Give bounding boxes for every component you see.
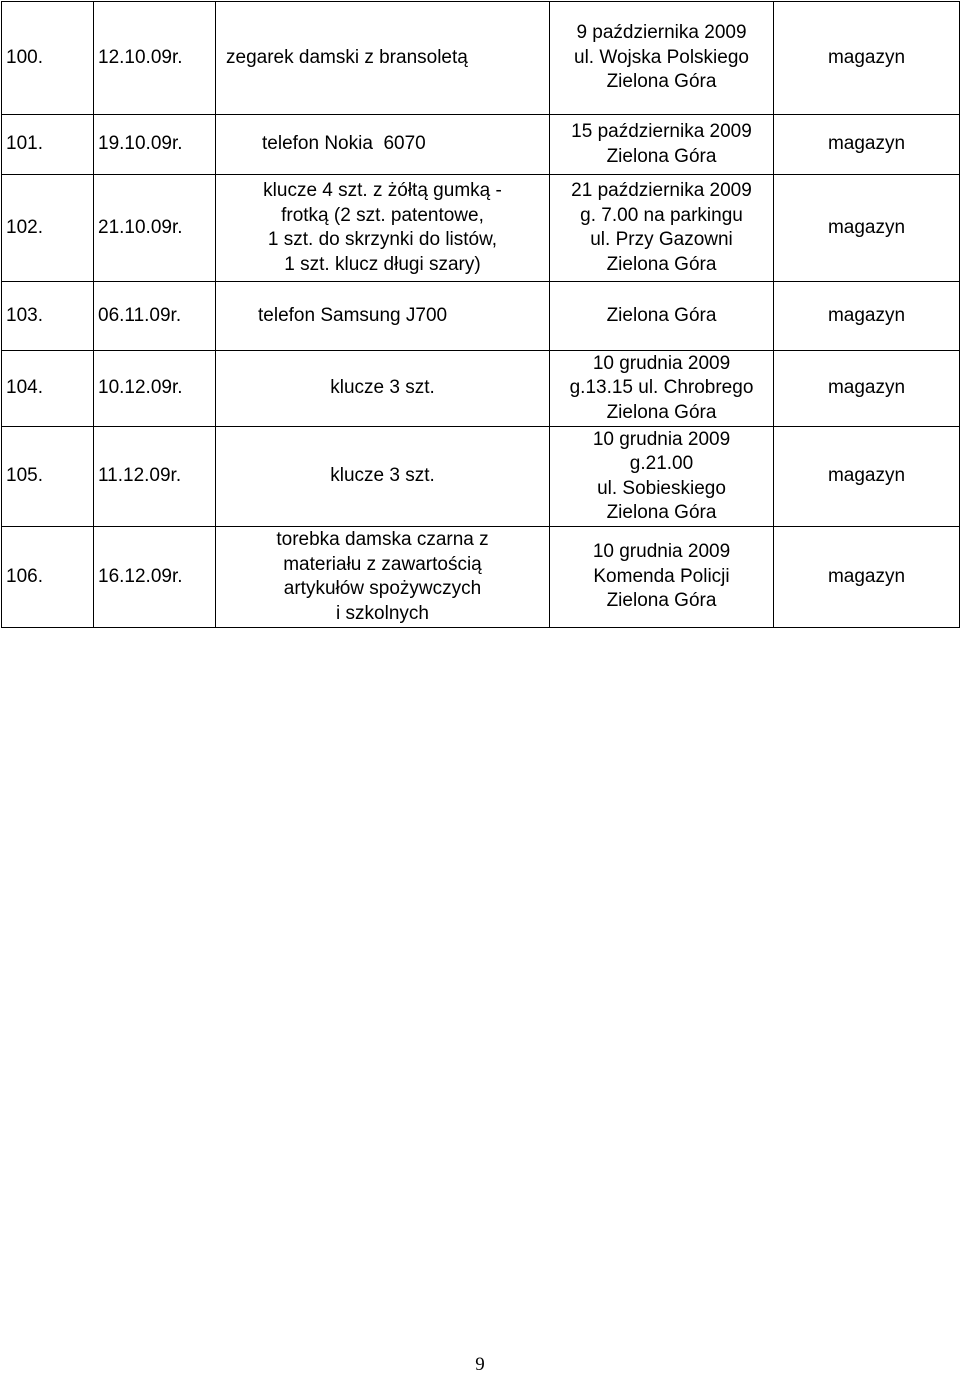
row-date: 12.10.09r. <box>94 2 216 115</box>
row-date: 11.12.09r. <box>94 427 216 527</box>
row-place <box>550 427 774 527</box>
table-row <box>2 351 960 427</box>
row-date: 21.10.09r. <box>94 175 216 282</box>
row-item <box>216 2 550 115</box>
place-line: 15 października 2009 <box>571 121 752 142</box>
item-line: i szkolnych <box>336 602 429 624</box>
item-line: materiału z zawartością <box>283 553 482 575</box>
row-destination: magazyn <box>774 175 960 282</box>
row-number: 104. <box>2 351 94 427</box>
row-number: 102. <box>2 175 94 282</box>
table-row <box>2 282 960 351</box>
row-date: 10.12.09r. <box>94 351 216 427</box>
place-line: Zielona Góra <box>606 253 717 275</box>
item-line: klucze 3 szt. <box>330 377 435 399</box>
item-line: telefon Samsung J700 <box>258 304 448 326</box>
place-line: 21 października 2009 <box>571 180 752 201</box>
page-number: 9 <box>475 1354 485 1375</box>
place-line: 9 października 2009 <box>576 22 747 44</box>
item-line: telefon Nokia 6070 <box>262 133 426 155</box>
row-destination: magazyn <box>774 282 960 351</box>
row-destination: magazyn <box>774 2 960 115</box>
row-number: 106. <box>2 527 94 628</box>
row-destination: magazyn <box>774 351 960 427</box>
place-line: Zielona Góra <box>606 401 717 423</box>
item-line: klucze 3 szt. <box>330 465 435 487</box>
place-line: 10 grudnia 2009 <box>592 541 731 563</box>
item-line: 1 szt. klucz długi szary) <box>284 253 481 275</box>
place-line: Komenda Policji <box>593 565 730 587</box>
row-place <box>550 115 774 175</box>
row-destination: magazyn <box>774 527 960 628</box>
place-line: g.21.00 <box>629 453 694 474</box>
row-date: 19.10.09r. <box>94 115 216 175</box>
row-destination: magazyn <box>774 427 960 527</box>
row-place <box>550 527 774 628</box>
place-line: 10 grudnia 2009 <box>592 428 731 450</box>
place-line: 10 grudnia 2009 <box>592 352 731 374</box>
row-date: 06.11.09r. <box>94 282 216 351</box>
place-line: Zielona Góra <box>606 71 717 93</box>
row-number: 100. <box>2 2 94 115</box>
table-row <box>2 527 960 628</box>
row-item <box>216 427 550 527</box>
found-items-table <box>1 1 960 628</box>
row-destination: magazyn <box>774 115 960 175</box>
place-line: ul. Wojska Polskiego <box>574 46 749 68</box>
place-line: Zielona Góra <box>606 304 717 326</box>
item-line: klucze 4 szt. z żółtą gumką - <box>263 180 502 201</box>
table-row <box>2 175 960 282</box>
row-item <box>216 282 550 351</box>
table-row <box>2 115 960 175</box>
place-line: Zielona Góra <box>606 590 717 612</box>
place-line: ul. Sobieskiego <box>597 477 726 499</box>
row-item <box>216 351 550 427</box>
row-place <box>550 351 774 427</box>
row-number: 103. <box>2 282 94 351</box>
item-line: zegarek damski z bransoletą <box>226 46 468 68</box>
item-line: torebka damska czarna z <box>276 529 489 550</box>
item-line: artykułów spożywczych <box>283 578 482 599</box>
row-place <box>550 2 774 115</box>
row-item <box>216 527 550 628</box>
row-place <box>550 175 774 282</box>
table-row <box>2 2 960 115</box>
item-line: frotką (2 szt. patentowe, <box>281 204 484 226</box>
place-line: Zielona Góra <box>606 145 717 167</box>
row-item <box>216 175 550 282</box>
row-number: 105. <box>2 427 94 527</box>
row-place <box>550 282 774 351</box>
item-line: 1 szt. do skrzynki do listów, <box>267 229 498 250</box>
place-line: g. 7.00 na parkingu <box>580 204 743 226</box>
place-line: Zielona Góra <box>606 502 717 523</box>
row-date: 16.12.09r. <box>94 527 216 628</box>
place-line: g.13.15 ul. Chrobrego <box>569 377 754 399</box>
table-row <box>2 427 960 527</box>
place-line: ul. Przy Gazowni <box>590 229 733 250</box>
row-item <box>216 115 550 175</box>
row-number: 101. <box>2 115 94 175</box>
